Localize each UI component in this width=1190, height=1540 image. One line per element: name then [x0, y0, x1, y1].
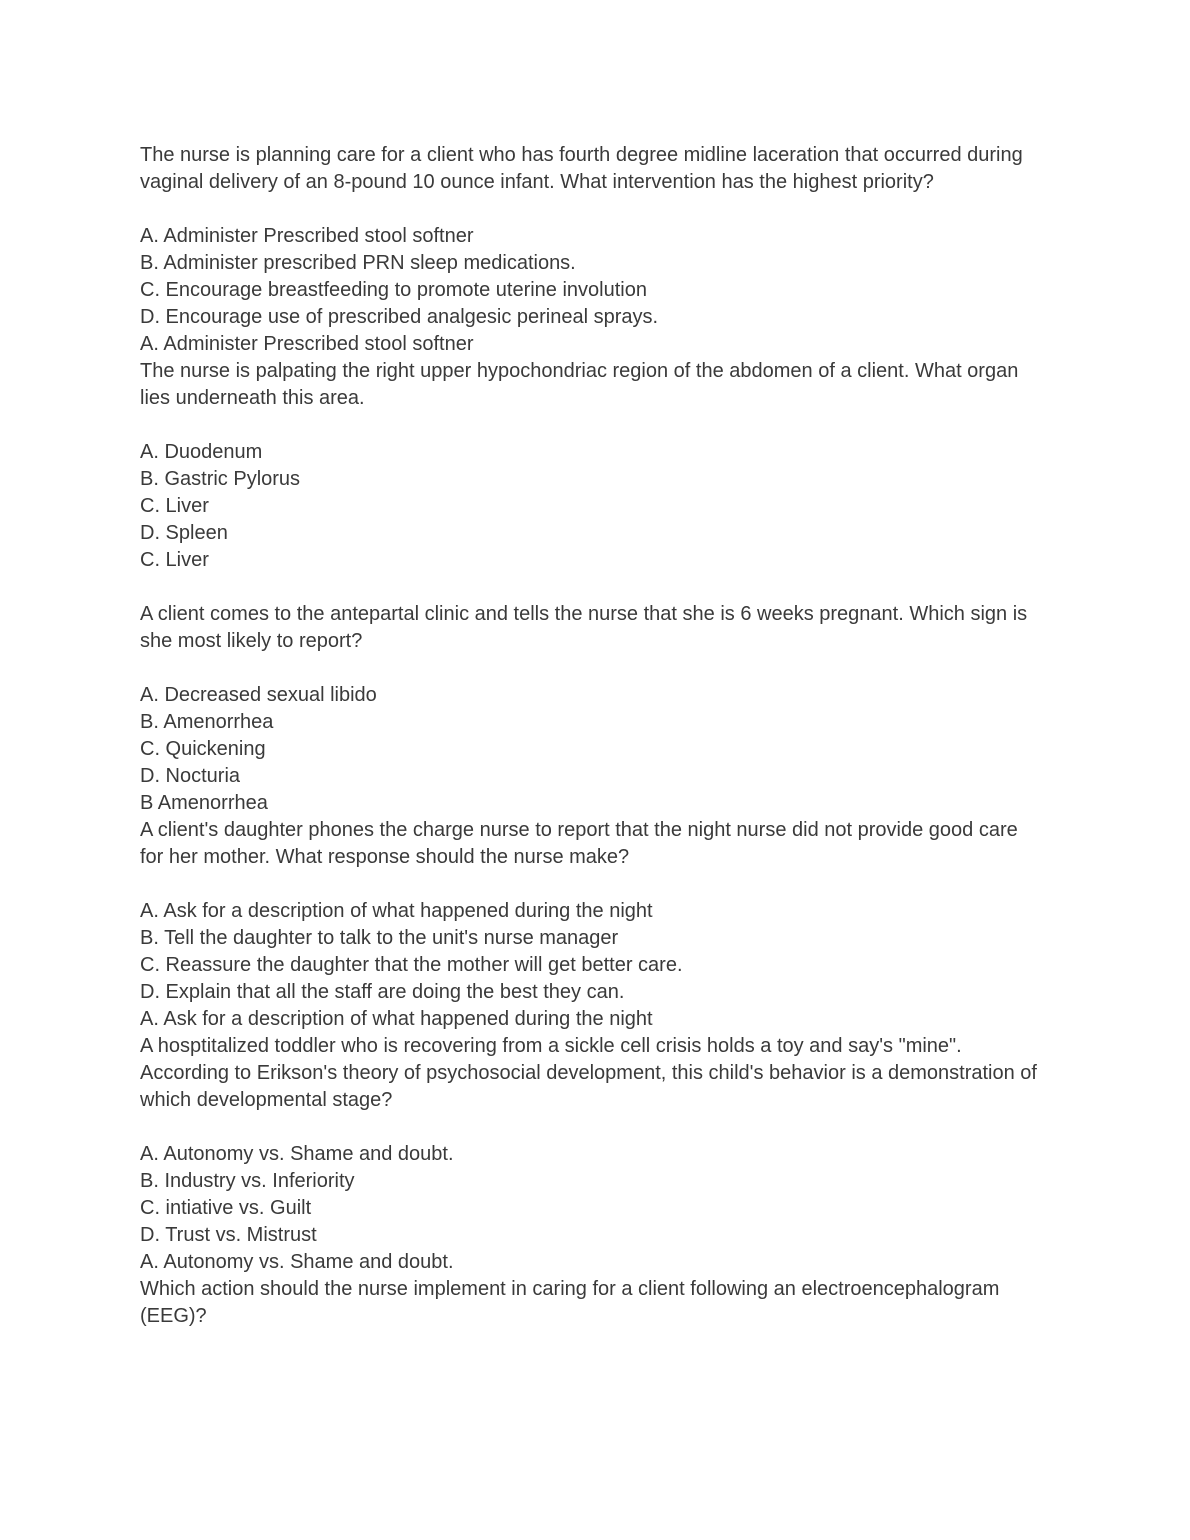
blank-line	[140, 1114, 1045, 1141]
option-line: C. Encourage breastfeeding to promote uterine involution	[140, 279, 647, 301]
blank-line	[140, 196, 1045, 223]
blank-line	[140, 412, 1045, 439]
blank-line	[140, 655, 1045, 682]
answer-line: A. Administer Prescribed stool softner	[140, 333, 474, 355]
question-line: The nurse is planning care for a client who has fourth degree midline laceration that occurred during vaginal delivery of an 8-pound 10 ounce infant. What intervention has the highest priority?	[140, 144, 1023, 193]
question-line: Which action should the nurse implement in caring for a client following an electroencephalogram (EEG)?	[140, 1278, 1000, 1327]
option-line: D. Encourage use of prescribed analgesic perineal sprays.	[140, 306, 659, 328]
question-line: A client comes to the antepartal clinic and tells the nurse that she is 6 weeks pregnant. Which sign is she most likely to report?	[140, 603, 1028, 652]
option-line: A. Decreased sexual libido	[140, 684, 377, 706]
option-line: B. Gastric Pylorus	[140, 468, 301, 490]
answer-line: B Amenorrhea	[140, 792, 268, 814]
option-line: B. Industry vs. Inferiority	[140, 1170, 355, 1192]
answer-line: A. Ask for a description of what happened during the night	[140, 1008, 653, 1030]
question-line: The nurse is palpating the right upper hypochondriac region of the abdomen of a client. What organ lies underneath this area.	[140, 360, 1019, 409]
option-line: D. Nocturia	[140, 765, 241, 787]
option-line: C. Liver	[140, 495, 209, 517]
option-line: A. Administer Prescribed stool softner	[140, 225, 474, 247]
answer-line: C. Liver	[140, 549, 209, 571]
option-line: D. Trust vs. Mistrust	[140, 1224, 317, 1246]
option-line: C. intiative vs. Guilt	[140, 1197, 312, 1219]
blank-line	[140, 871, 1045, 898]
option-line: C. Reassure the daughter that the mother will get better care.	[140, 954, 683, 976]
option-line: B. Administer prescribed PRN sleep medications.	[140, 252, 576, 274]
option-line: B. Amenorrhea	[140, 711, 274, 733]
option-line: B. Tell the daughter to talk to the unit's nurse manager	[140, 927, 619, 949]
text-column	[140, 142, 1045, 1330]
question-line: A client's daughter phones the charge nurse to report that the night nurse did not provide good care for her mother. What response should the nurse make?	[140, 819, 1018, 868]
answer-line: A. Autonomy vs. Shame and doubt.	[140, 1251, 454, 1273]
option-line: D. Spleen	[140, 522, 228, 544]
option-line: C. Quickening	[140, 738, 266, 760]
option-line: A. Autonomy vs. Shame and doubt.	[140, 1143, 454, 1165]
question-line: A hosptitalized toddler who is recovering from a sickle cell crisis holds a toy and say's "mine". According to Erikson's theory of psychosocial development, this child's behavior is a demonstration of which developmental stage?	[140, 1035, 1037, 1111]
option-line: D. Explain that all the staff are doing the best they can.	[140, 981, 625, 1003]
option-line: A. Ask for a description of what happened during the night	[140, 900, 653, 922]
option-line: A. Duodenum	[140, 441, 263, 463]
blank-line	[140, 574, 1045, 601]
